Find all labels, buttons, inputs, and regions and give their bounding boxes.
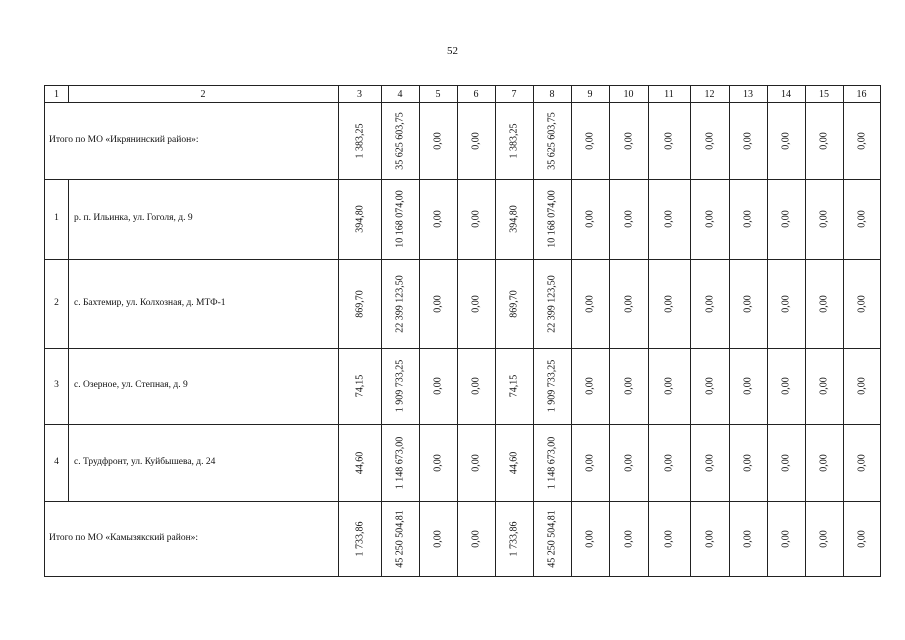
rotated-value-cell: 0,00: [856, 530, 867, 548]
rotated-value-cell: 0,00: [704, 131, 715, 150]
column-header-9: 9: [587, 89, 593, 100]
column-header-4: 4: [397, 89, 403, 100]
address-label: с. Бахтемир, ул. Колхозная, д. МТФ-1: [74, 297, 226, 308]
rotated-value-cell: 0,00: [818, 294, 830, 313]
column-divider: [767, 85, 768, 577]
total-label: Итого по МО «Икрянинский район»:: [49, 134, 199, 145]
rotated-value-cell: 0,00: [432, 377, 444, 395]
column-header-7: 7: [511, 89, 517, 100]
rotated-value-cell: 44,60: [508, 451, 520, 474]
rotated-value-cell: 0,00: [818, 453, 830, 472]
column-divider: [381, 85, 382, 577]
rotated-value-cell: 0,00: [704, 453, 715, 472]
rotated-value-cell: 44,60: [354, 451, 365, 474]
rotated-value-cell: 35 625 603,75: [394, 111, 406, 170]
column-header-11: 11: [664, 89, 674, 100]
row-number: 4: [54, 456, 59, 467]
row-divider: [45, 179, 880, 180]
rotated-value-cell: 0,00: [470, 377, 482, 395]
column-header-3: 3: [357, 89, 362, 100]
rotated-value-cell: 0,00: [742, 131, 754, 150]
column-divider: [609, 85, 610, 577]
rotated-value-cell: 10 168 074,00: [546, 190, 558, 248]
rotated-value-cell: 0,00: [704, 294, 715, 313]
address-label: с. Трудфронт, ул. Куйбышева, д. 24: [74, 456, 216, 467]
rotated-value-cell: 0,00: [856, 377, 867, 395]
rotated-value-cell: 74,15: [508, 374, 520, 398]
row-divider: [45, 424, 880, 425]
address-label: с. Озерное, ул. Степная, д. 9: [74, 380, 188, 390]
column-header-13: 13: [743, 89, 753, 100]
rotated-value-cell: 0,00: [780, 530, 792, 548]
column-divider: [457, 85, 458, 577]
rotated-value-cell: 0,00: [584, 210, 596, 228]
column-header-10: 10: [623, 89, 634, 100]
rotated-value-cell: 1 148 673,00: [546, 436, 558, 489]
rotated-value-cell: 1 909 733,25: [394, 359, 406, 413]
rotated-value-cell: 0,00: [818, 210, 830, 228]
rotated-value-cell: 0,00: [663, 131, 675, 150]
rotated-value-cell: 0,00: [856, 453, 867, 472]
rotated-value-cell: 0,00: [742, 210, 754, 228]
rotated-value-cell: 35 625 603,75: [546, 111, 558, 170]
rotated-value-cell: 0,00: [432, 530, 444, 548]
rotated-value-cell: 0,00: [663, 294, 675, 313]
rotated-value-cell: 0,00: [432, 294, 444, 313]
column-divider: [495, 85, 496, 577]
rotated-value-cell: 22 399 123,50: [546, 274, 558, 333]
rotated-value-cell: 0,00: [623, 131, 634, 150]
rotated-value-cell: 0,00: [818, 377, 830, 395]
column-divider: [571, 85, 572, 577]
rotated-value-cell: 0,00: [742, 453, 754, 472]
column-divider: [843, 85, 844, 577]
rotated-value-cell: 0,00: [742, 377, 754, 395]
rotated-value-cell: 1 383,25: [354, 123, 365, 158]
rotated-value-cell: 0,00: [432, 453, 444, 472]
rotated-value-cell: 0,00: [470, 530, 482, 548]
column-header-8: 8: [549, 89, 555, 100]
rotated-value-cell: 0,00: [818, 530, 830, 548]
rotated-value-cell: 0,00: [663, 530, 675, 548]
column-divider: [338, 85, 339, 577]
rotated-value-cell: 0,00: [623, 210, 634, 228]
rotated-value-cell: 10 168 074,00: [394, 190, 406, 248]
rotated-value-cell: 0,00: [856, 294, 867, 313]
rotated-value-cell: 1 909 733,25: [546, 359, 558, 413]
rotated-value-cell: 0,00: [663, 453, 675, 472]
rotated-value-cell: 0,00: [470, 210, 482, 228]
rotated-value-cell: 0,00: [584, 377, 596, 395]
rotated-value-cell: 0,00: [742, 294, 754, 313]
rotated-value-cell: 74,15: [354, 374, 365, 398]
rotated-value-cell: 0,00: [780, 210, 792, 228]
column-header-15: 15: [819, 89, 829, 100]
page-number: 52: [447, 45, 458, 57]
rotated-value-cell: 0,00: [780, 453, 792, 472]
row-divider: [45, 259, 880, 260]
column-divider: [648, 85, 649, 577]
rotated-value-cell: 0,00: [584, 530, 596, 548]
rotated-value-cell: 45 250 504,81: [394, 510, 406, 568]
column-divider: [419, 85, 420, 577]
rotated-value-cell: 1 733,86: [354, 521, 365, 557]
column-header-2: 2: [200, 89, 206, 100]
rotated-value-cell: 0,00: [780, 377, 792, 395]
rotated-value-cell: 0,00: [780, 294, 792, 313]
column-header-6: 6: [473, 89, 479, 100]
rotated-value-cell: 0,00: [623, 377, 634, 395]
column-divider: [533, 85, 534, 577]
column-divider: [690, 85, 691, 577]
rotated-value-cell: 0,00: [704, 530, 715, 548]
row-number: 1: [54, 213, 59, 223]
rotated-value-cell: 1 383,25: [508, 123, 520, 158]
data-table: [44, 85, 881, 577]
rotated-value-cell: 45 250 504,81: [546, 510, 558, 568]
rotated-value-cell: 0,00: [663, 377, 675, 395]
address-label: р. п. Ильинка, ул. Гоголя, д. 9: [74, 213, 193, 223]
row-number: 2: [54, 297, 59, 308]
rotated-value-cell: 1 148 673,00: [394, 436, 406, 489]
rotated-value-cell: 22 399 123,50: [394, 274, 406, 333]
row-divider: [45, 348, 880, 349]
column-divider: [805, 85, 806, 577]
rotated-value-cell: 0,00: [623, 530, 634, 548]
rotated-value-cell: 0,00: [470, 453, 482, 472]
rotated-value-cell: 0,00: [584, 294, 596, 313]
rotated-value-cell: 0,00: [704, 210, 715, 228]
rotated-value-cell: 0,00: [584, 131, 596, 150]
total-label: Итого по МО «Камызякский район»:: [49, 533, 199, 543]
rotated-value-cell: 0,00: [780, 131, 792, 150]
column-header-16: 16: [856, 89, 867, 100]
column-divider: [729, 85, 730, 577]
row-divider: [45, 501, 880, 502]
rotated-value-cell: 0,00: [432, 210, 444, 228]
column-header-14: 14: [781, 89, 791, 100]
row-number: 3: [54, 380, 59, 390]
rotated-value-cell: 0,00: [818, 131, 830, 150]
rotated-value-cell: 0,00: [623, 294, 634, 313]
rotated-value-cell: 0,00: [432, 131, 444, 150]
column-header-5: 5: [435, 89, 441, 100]
rotated-value-cell: 1 733,86: [508, 521, 520, 557]
column-divider: [68, 179, 69, 501]
rotated-value-cell: 0,00: [742, 530, 754, 548]
rotated-value-cell: 0,00: [470, 131, 482, 150]
rotated-value-cell: 869,70: [354, 289, 365, 318]
rotated-value-cell: 0,00: [470, 294, 482, 313]
rotated-value-cell: 869,70: [508, 289, 520, 318]
rotated-value-cell: 0,00: [584, 453, 596, 472]
rotated-value-cell: 0,00: [623, 453, 634, 472]
column-header-12: 12: [704, 89, 715, 100]
rotated-value-cell: 394,80: [354, 205, 365, 233]
rotated-value-cell: 0,00: [856, 210, 867, 228]
rotated-value-cell: 0,00: [856, 131, 867, 150]
rotated-value-cell: 0,00: [663, 210, 675, 228]
column-header-1: 1: [54, 89, 59, 100]
rotated-value-cell: 0,00: [704, 377, 715, 395]
rotated-value-cell: 394,80: [508, 205, 520, 233]
